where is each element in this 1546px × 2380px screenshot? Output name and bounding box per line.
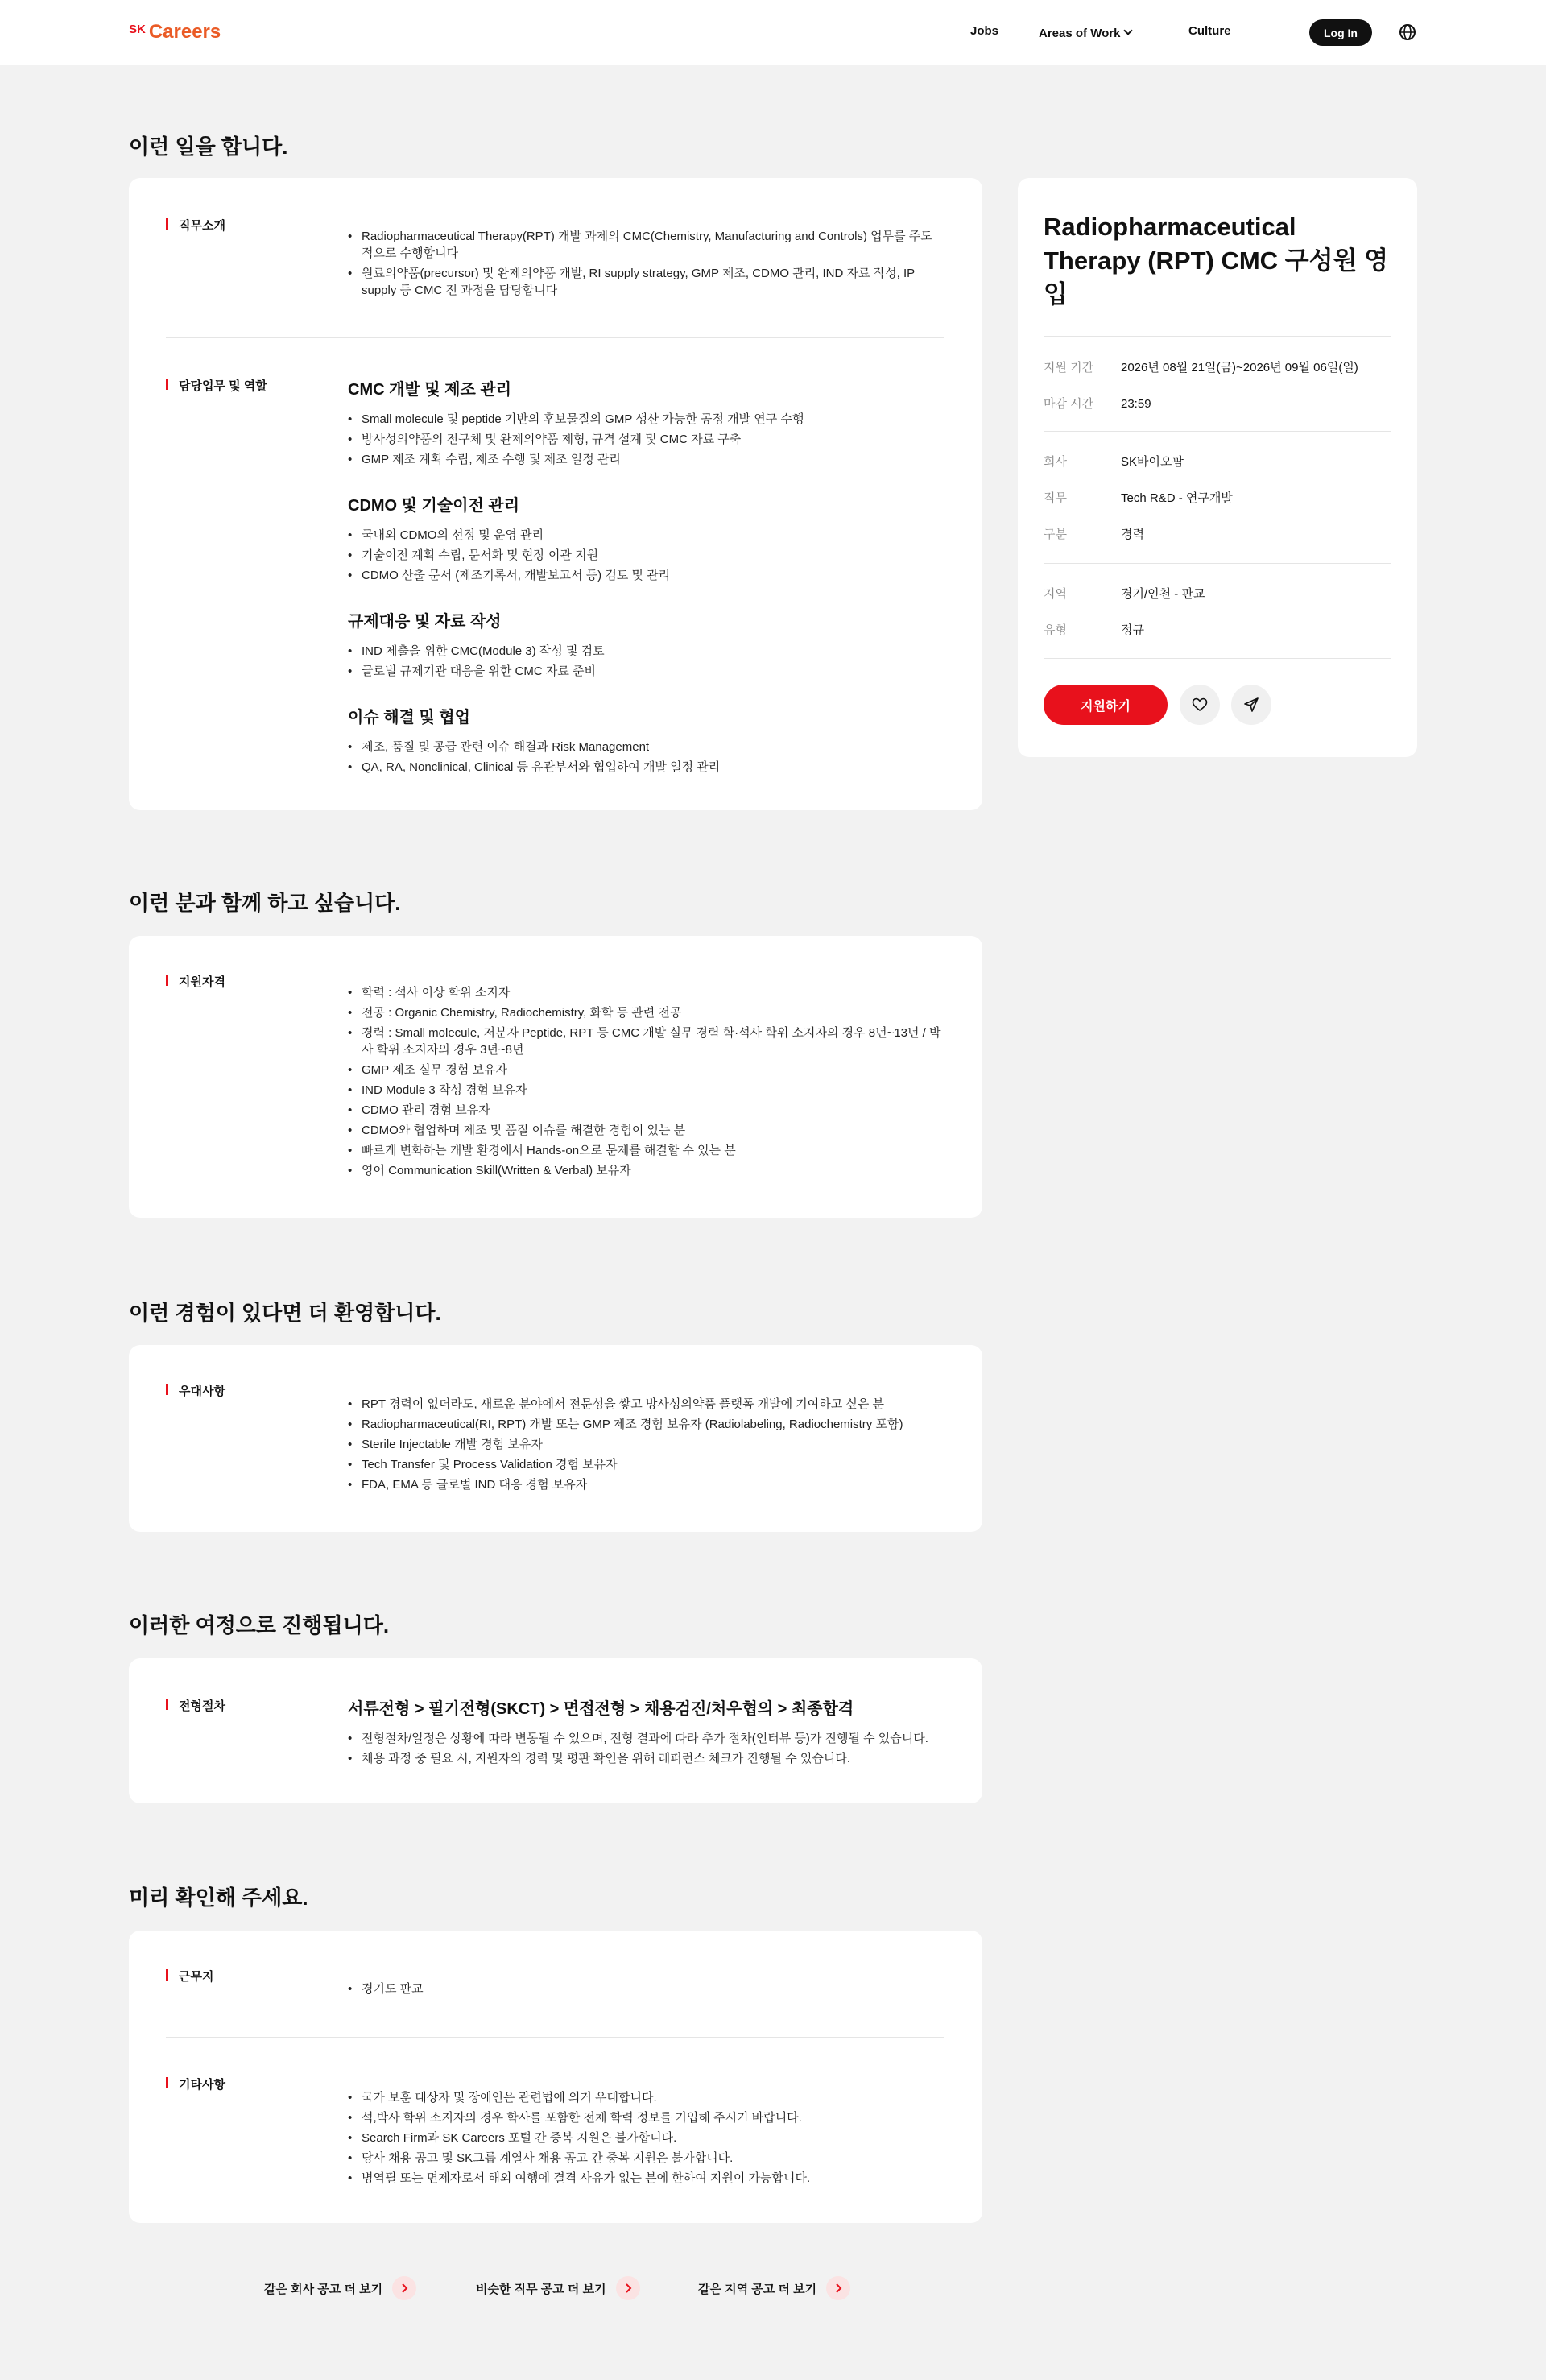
list-item: • Sterile Injectable 개발 경험 보유자 <box>348 1436 944 1453</box>
nav-areas-label: Areas of Work <box>1039 26 1121 40</box>
more-same-region-link[interactable] <box>698 2276 850 2300</box>
duties-label: 담당업무 및 역할 <box>166 377 267 394</box>
list-item: • 영어 Communication Skill(Written & Verbal) 보유자 <box>348 1162 944 1179</box>
heart-icon <box>1192 697 1208 712</box>
list-item: • QA, RA, Nonclinical, Clinical 등 유관부서와 협업하여 개발 일정 관리 <box>348 759 944 776</box>
list-item: • 국내외 CDMO의 선정 및 운영 관리 <box>348 527 944 544</box>
notice-card <box>129 1931 982 2223</box>
employment-value: 정규 <box>1121 623 1144 637</box>
qualifications-card <box>129 936 982 1218</box>
divider <box>166 2037 944 2038</box>
list-item: • Small molecule 및 peptide 기반의 후보물질의 GMP 생산 가능한 공정 개발 연구 수행 <box>348 411 944 428</box>
favorite-button[interactable] <box>1180 685 1220 725</box>
company-row <box>1044 453 1184 470</box>
divider <box>166 337 944 338</box>
nav-areas-of-work[interactable] <box>1039 24 1131 42</box>
list-item: • IND 제출을 위한 CMC(Module 3) 작성 및 검토 <box>348 643 944 660</box>
process-steps: 서류전형 > 필기전형(SKCT) > 면접전형 > 채용검진/처우협의 > 최종합격 <box>348 1700 854 1718</box>
list-item: • 원료의약품(precursor) 및 완제의약품 개발, RI supply strategy, GMP 제조, CDMO 관리, IND 자료 작성, IP supply 등 CMC 전 과정을 담당합니다 <box>348 265 944 299</box>
logo-brand: Careers <box>148 21 221 43</box>
list-item: • 석,박사 학위 소지자의 경우 학사를 포함한 전체 학력 정보를 기입해 주시기 바랍니다. <box>348 2109 944 2126</box>
divider <box>1044 336 1391 337</box>
list-item: • 빠르게 변화하는 개발 환경에서 Hands-on으로 문제를 해결할 수 있는 분 <box>348 1142 944 1159</box>
divider <box>1044 431 1391 432</box>
list-item: • RPT 경력이 없더라도, 새로운 분야에서 전문성을 쌓고 방사성의약품 플랫폼 개발에 기여하고 싶은 분 <box>348 1396 944 1413</box>
more-same-company-label: 같은 회사 공고 더 보기 <box>264 2282 383 2296</box>
list-item: • 기술이전 계획 수립, 문서화 및 현장 이관 지원 <box>348 547 944 564</box>
period-row <box>1044 358 1358 375</box>
qualifications-label: 지원자격 <box>166 973 225 990</box>
chevron-right-icon <box>616 2276 640 2300</box>
list-item: • CDMO 산출 문서 (제조기록서, 개발보고서 등) 검토 및 관리 <box>348 567 944 584</box>
preferred-card <box>129 1345 982 1532</box>
list-item: • CDMO와 협업하며 제조 및 품질 이슈를 해결한 경험이 있는 분 <box>348 1122 944 1139</box>
list-item: • 당사 채용 공고 및 SK그룹 계열사 채용 공고 간 중복 지원은 불가합니다. <box>348 2150 944 2167</box>
job-summary-panel <box>1018 178 1417 757</box>
list-item: • Radiopharmaceutical Therapy(RPT) 개발 과제의 CMC(Chemistry, Manufacturing and Controls) 업무를 주도적으로 수행합니다 <box>348 228 944 262</box>
job-title: Radiopharmaceutical Therapy (RPT) CMC 구성원 영입 <box>1044 213 1389 308</box>
company-label: 회사 <box>1044 455 1067 469</box>
process-content <box>348 1695 944 1770</box>
intro-label: 직무소개 <box>166 217 225 234</box>
preferred-label: 우대사항 <box>166 1382 225 1399</box>
job-value: Tech R&D - 연구개발 <box>1121 491 1233 505</box>
duties-content <box>348 376 944 779</box>
employment-label: 유형 <box>1044 623 1067 637</box>
more-same-company-link[interactable] <box>264 2276 416 2300</box>
region-value: 경기/인천 - 판교 <box>1121 587 1205 601</box>
section-title-with: 이런 분과 함께 하고 싶습니다. <box>129 891 401 915</box>
list-item: • Tech Transfer 및 Process Validation 경험 보유자 <box>348 1456 944 1473</box>
site-header <box>0 0 1546 65</box>
location-label: 근무지 <box>166 1968 213 1985</box>
qualifications-content <box>348 984 944 1182</box>
period-value: 2026년 08월 21일(금)~2026년 09월 06일(일) <box>1121 361 1358 375</box>
list-item: • Search Firm과 SK Careers 포털 간 중복 지원은 불가합니다. <box>348 2130 944 2146</box>
employment-row <box>1044 621 1144 638</box>
divider <box>1044 563 1391 564</box>
deadline-row <box>1044 395 1151 412</box>
deadline-label: 마감 시간 <box>1044 397 1094 411</box>
preferred-content <box>348 1396 944 1496</box>
list-item: • 전형절차/일정은 상황에 따라 변동될 수 있으며, 전형 결과에 따라 추가 절차(인터뷰 등)가 진행될 수 있습니다. <box>348 1730 944 1747</box>
list-item: • Radiopharmaceutical(RI, RPT) 개발 또는 GMP 제조 경험 보유자 (Radiolabeling, Radiochemistry 포함) <box>348 1416 944 1433</box>
list-item: • 병역필 또는 면제자로서 해외 여행에 결격 사유가 없는 분에 한하여 지원이 가능합니다. <box>348 2170 944 2187</box>
section-title-journey: 이러한 여정으로 진행됩니다. <box>129 1613 390 1637</box>
region-label: 지역 <box>1044 587 1067 601</box>
intro-content <box>348 228 944 302</box>
chevron-down-icon <box>1124 26 1133 35</box>
process-label: 전형절차 <box>166 1697 225 1714</box>
job-label: 직무 <box>1044 491 1067 505</box>
etc-label: 기타사항 <box>166 2076 225 2092</box>
duty-group-title: CDMO 및 기술이전 관리 <box>348 497 520 515</box>
duty-group-title: 이슈 해결 및 협업 <box>348 709 470 726</box>
chevron-right-icon <box>826 2276 850 2300</box>
job-row <box>1044 489 1233 506</box>
work-card <box>129 178 982 810</box>
list-item: • 경기도 판교 <box>348 1981 944 1997</box>
location-content <box>348 1981 944 2001</box>
share-button[interactable] <box>1231 685 1271 725</box>
list-item: • GMP 제조 계획 수립, 제조 수행 및 제조 일정 관리 <box>348 451 944 468</box>
period-label: 지원 기간 <box>1044 361 1094 375</box>
type-row <box>1044 525 1144 542</box>
list-item: • 채용 과정 중 필요 시, 지원자의 경력 및 평판 확인을 위해 레퍼런스 체크가 진행될 수 있습니다. <box>348 1750 944 1767</box>
list-item: • 제조, 품질 및 공급 관련 이슈 해결과 Risk Management <box>348 739 944 755</box>
list-item: • 방사성의약품의 전구체 및 완제의약품 제형, 규격 설계 및 CMC 자료 구축 <box>348 431 944 448</box>
more-similar-job-label: 비슷한 직무 공고 더 보기 <box>476 2282 606 2296</box>
nav-jobs[interactable]: Jobs <box>970 24 999 38</box>
send-icon <box>1243 697 1259 713</box>
list-item: • GMP 제조 실무 경험 보유자 <box>348 1062 944 1078</box>
section-title-welcome: 이런 경험이 있다면 더 환영합니다. <box>129 1301 441 1325</box>
list-item: • CDMO 관리 경험 보유자 <box>348 1102 944 1119</box>
region-row <box>1044 585 1205 602</box>
list-item: • 국가 보훈 대상자 및 장애인은 관련법에 의거 우대합니다. <box>348 2089 944 2106</box>
divider <box>1044 658 1391 659</box>
list-item: • 경력 : Small molecule, 저분자 Peptide, RPT 등 CMC 개발 실무 경력 학·석사 학위 소지자의 경우 8년~13년 / 박사 학위 소지자의 경우 3년~8년 <box>348 1024 944 1058</box>
list-item: • 전공 : Organic Chemistry, Radiochemistry, 화학 등 관련 전공 <box>348 1004 944 1021</box>
apply-button[interactable]: 지원하기 <box>1044 685 1168 725</box>
list-item: • 글로벌 규제기관 대응을 위한 CMC 자료 준비 <box>348 663 944 680</box>
more-similar-job-link[interactable] <box>476 2276 640 2300</box>
etc-content <box>348 2089 944 2190</box>
duty-group-title: CMC 개발 및 제조 관리 <box>348 381 512 399</box>
chevron-right-icon <box>392 2276 416 2300</box>
type-value: 경력 <box>1121 528 1144 541</box>
process-card <box>129 1658 982 1803</box>
list-item: • 학력 : 석사 이상 학위 소지자 <box>348 984 944 1001</box>
list-item: • FDA, EMA 등 글로벌 IND 대응 경험 보유자 <box>348 1476 944 1493</box>
duty-group-title: 규제대응 및 자료 작성 <box>348 613 502 631</box>
globe-icon[interactable] <box>1399 23 1416 41</box>
section-title-check: 미리 확인해 주세요. <box>129 1885 308 1910</box>
type-label: 구분 <box>1044 528 1067 541</box>
logo-sk: SK <box>129 23 146 36</box>
more-same-region-label: 같은 지역 공고 더 보기 <box>698 2282 817 2296</box>
company-value: SK바이오팜 <box>1121 455 1184 469</box>
sk-careers-logo[interactable] <box>129 21 221 45</box>
list-item: • IND Module 3 작성 경험 보유자 <box>348 1082 944 1099</box>
section-title-work: 이런 일을 합니다. <box>129 135 288 159</box>
deadline-value: 23:59 <box>1121 397 1151 411</box>
nav-culture[interactable]: Culture <box>1188 24 1231 38</box>
login-button[interactable]: Log In <box>1309 19 1372 46</box>
